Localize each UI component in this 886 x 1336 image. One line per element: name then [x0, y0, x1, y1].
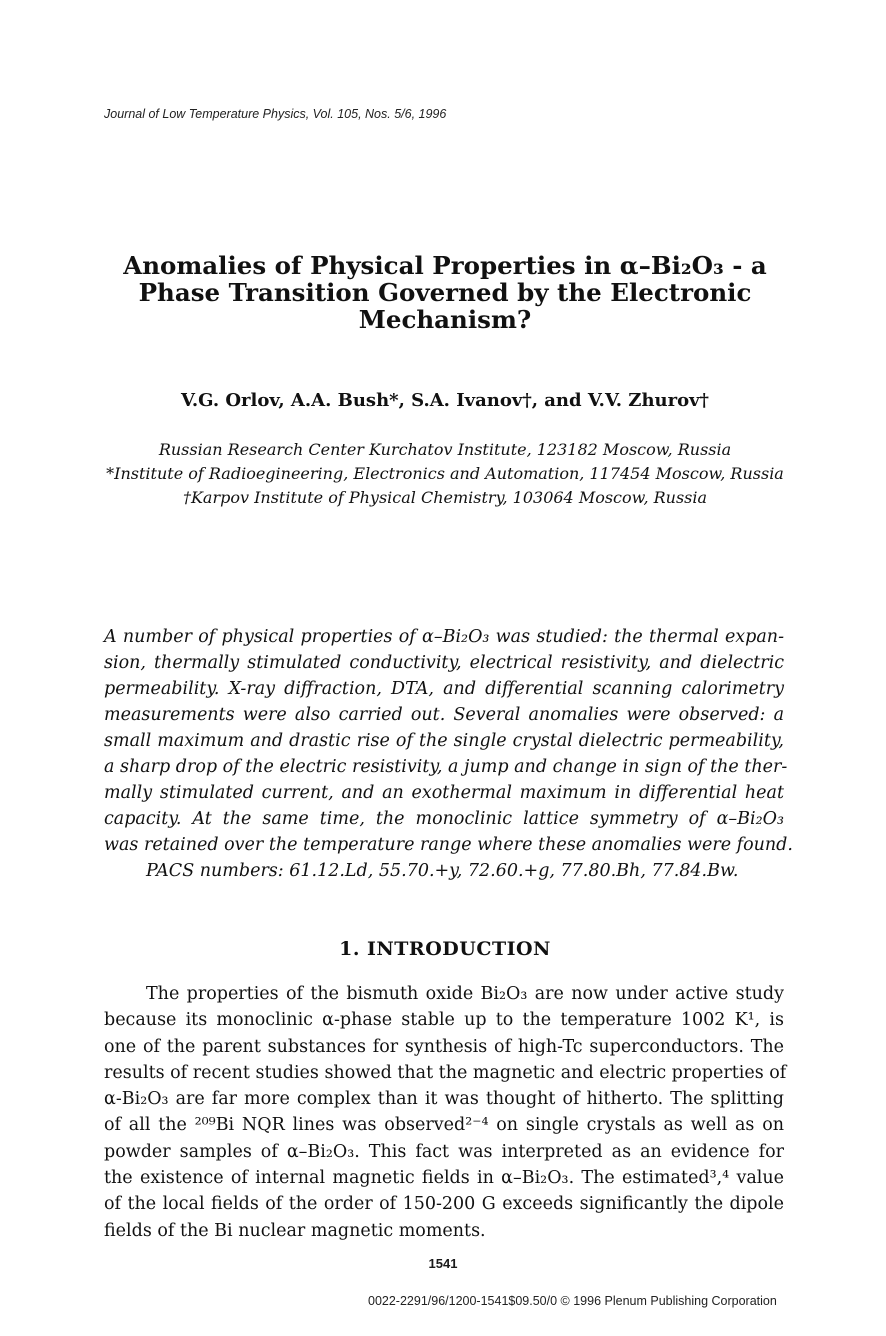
abstract-line: permeability. X-ray diffraction, DTA, and differential scanning calorimetry	[104, 679, 784, 699]
abstract	[104, 624, 793, 884]
title-line-2: Phase Transition Governed by the Electronic	[138, 278, 752, 307]
body-line: the existence of internal magnetic fields in α–Bi₂O₃. The estimated³,⁴ value	[104, 1168, 784, 1189]
affiliation: Russian Research Center Kurchatov Institute, 123182 Moscow, Russia	[158, 440, 732, 459]
author-list: V.G. Orlov, A.A. Bush*, S.A. Ivanov†, and V.V. Zhurov†	[181, 390, 709, 411]
abstract-line: A number of physical properties of α–Bi₂O₃ was studied: the thermal expan-	[104, 627, 784, 647]
body-line: of the local fields of the order of 150-200 G exceeds significantly the dipole	[104, 1194, 784, 1215]
abstract-line: small maximum and drastic rise of the single crystal dielectric permeability,	[104, 731, 784, 751]
title-line-3: Mechanism?	[358, 305, 532, 334]
journal-citation: Journal of Low Temperature Physics, Vol. 105, Nos. 5/6, 1996	[104, 107, 447, 121]
section-heading: 1. INTRODUCTION	[339, 938, 551, 960]
affiliations	[60, 438, 830, 510]
affiliation: †Karpov Institute of Physical Chemistry, 103064 Moscow, Russia	[182, 488, 708, 507]
body-line: The properties of the bismuth oxide Bi₂O₃ are now under active study	[146, 984, 784, 1004]
body-line: because its monoclinic α-phase stable up to the temperature 1002 K¹, is	[104, 1010, 784, 1031]
abstract-line: mally stimulated current, and an exothermal maximum in differential heat	[104, 783, 784, 803]
page-number: 1541	[428, 1256, 458, 1271]
abstract-line: was retained over the temperature range where these anomalies were found.	[104, 835, 793, 855]
body-line: α-Bi₂O₃ are far more complex than it was thought of hitherto. The splitting	[104, 1089, 784, 1110]
abstract-line: capacity. At the same time, the monoclinic lattice symmetry of α–Bi₂O₃	[104, 809, 784, 829]
abstract-line: sion, thermally stimulated conductivity, electrical resistivity, and dielectric	[104, 653, 784, 673]
body-line: powder samples of α–Bi₂O₃. This fact was interpreted as an evidence for	[104, 1141, 784, 1162]
body-line: results of recent studies showed that the magnetic and electric properties of	[104, 1062, 787, 1083]
paper-title	[80, 252, 810, 333]
copyright-line: 0022-2291/96/1200-1541$09.50/0 © 1996 Plenum Publishing Corporation	[368, 1294, 777, 1308]
pacs-numbers: PACS numbers: 61.12.Ld, 55.70.+y, 72.60.+g, 77.80.Bh, 77.84.Bw.	[146, 861, 739, 881]
body-line: one of the parent substances for synthesis of high-Tc superconductors. The	[104, 1036, 784, 1057]
affiliation: *Institute of Radioegineering, Electronics and Automation, 117454 Moscow, Russia	[106, 464, 784, 483]
introduction-text	[104, 981, 787, 1244]
abstract-line: a sharp drop of the electric resistivity, a jump and change in sign of the ther-	[104, 757, 788, 777]
title-line-1: Anomalies of Physical Properties in α–Bi₂O₃ - a	[123, 251, 767, 280]
abstract-line: measurements were also carried out. Several anomalies were observed: a	[104, 705, 784, 725]
body-line: of all the ²⁰⁹Bi NQR lines was observed²⁻⁴ on single crystals as well as on	[104, 1115, 784, 1136]
body-line: fields of the Bi nuclear magnetic moments.	[104, 1220, 486, 1241]
